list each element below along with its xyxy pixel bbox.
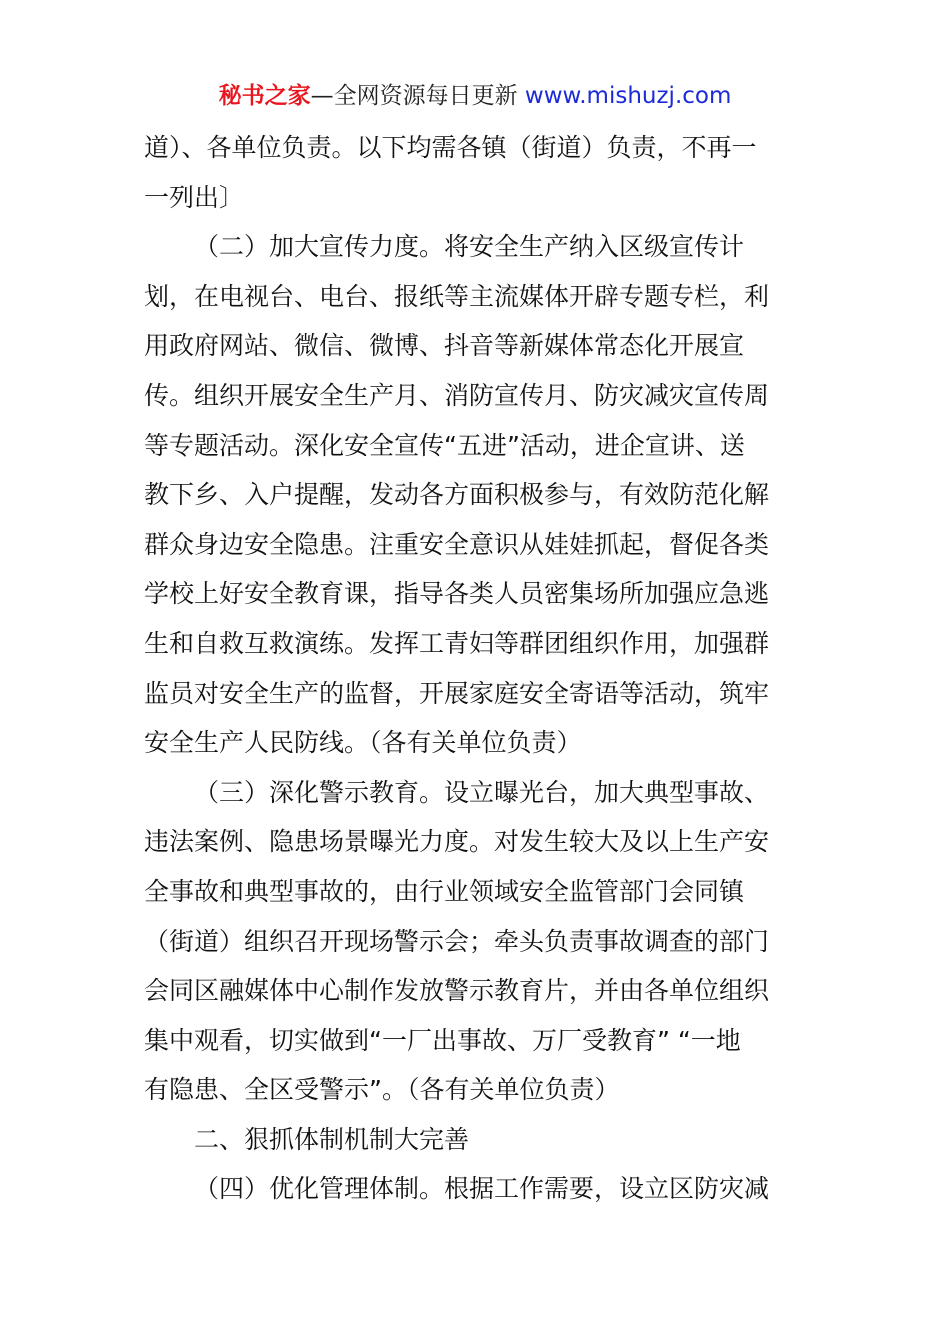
paragraph-line: 群众身边安全隐患。注重安全意识从娃娃抓起，督促各类: [144, 529, 770, 559]
paragraph-line: 等专题活动。深化安全宣传“五进”活动，进企宣讲、送: [144, 430, 745, 460]
paragraph-line: 安全生产人民防线。（各有关单位负责）: [144, 728, 582, 758]
paragraph-line: 监员对安全生产的监督，开展家庭安全寄语等活动，筑牢: [144, 678, 770, 708]
paragraph-line: 用政府网站、微信、微博、抖音等新媒体常态化开展宣: [144, 331, 745, 361]
paragraph-line: 违法案例、隐患场景曝光力度。对发生较大及以上生产安: [144, 827, 770, 857]
paragraph-line: 会同区融媒体中心制作发放警示教育片，并由各单位组织: [144, 976, 770, 1006]
document-body: [144, 123, 808, 1214]
site-watermark-header: [0, 80, 950, 112]
paragraph-line: 传。组织开展安全生产月、消防宣传月、防灾减灾宣传周: [144, 380, 770, 410]
paragraph-line: 有隐患、全区受警示”。（各有关单位负责）: [144, 1075, 620, 1105]
paragraph-line: 二、狠抓体制机制大完善: [194, 1124, 470, 1154]
brand-name: 秘书之家: [218, 83, 311, 109]
paragraph-line: （街道）组织召开现场警示会；牵头负责事故调查的部门: [144, 926, 770, 956]
paragraph-line: 生和自救互救演练。发挥工青妇等群团组织作用，加强群: [144, 628, 770, 658]
paragraph-line: 学校上好安全教育课，指导各类人员密集场所加强应急逃: [144, 579, 770, 609]
paragraph-line: （四）优化管理体制。根据工作需要，设立区防灾减: [194, 1174, 770, 1204]
site-url-link[interactable]: www.mishuzj.com: [524, 83, 732, 109]
header-dash: —: [310, 83, 334, 109]
paragraph-line: 全事故和典型事故的，由行业领域安全监管部门会同镇: [144, 876, 745, 906]
paragraph-line: 道）、各单位负责。以下均需各镇（街道）负责，不再一: [144, 133, 757, 162]
paragraph-line: 教下乡、入户提醒，发动各方面积极参与，有效防范化解: [144, 480, 770, 510]
paragraph-line: 划，在电视台、电台、报纸等主流媒体开辟专题专栏，利: [144, 281, 770, 311]
paragraph-line: 一列出〕: [144, 182, 245, 212]
header-slogan: 全网资源每日更新: [333, 83, 518, 109]
paragraph-line: 集中观看，切实做到“一厂出事故、万厂受教育” “一地: [144, 1025, 741, 1055]
paragraph-line: （三）深化警示教育。设立曝光台，加大典型事故、: [194, 777, 770, 807]
paragraph-line: （二）加大宣传力度。将安全生产纳入区级宣传计: [194, 232, 745, 262]
